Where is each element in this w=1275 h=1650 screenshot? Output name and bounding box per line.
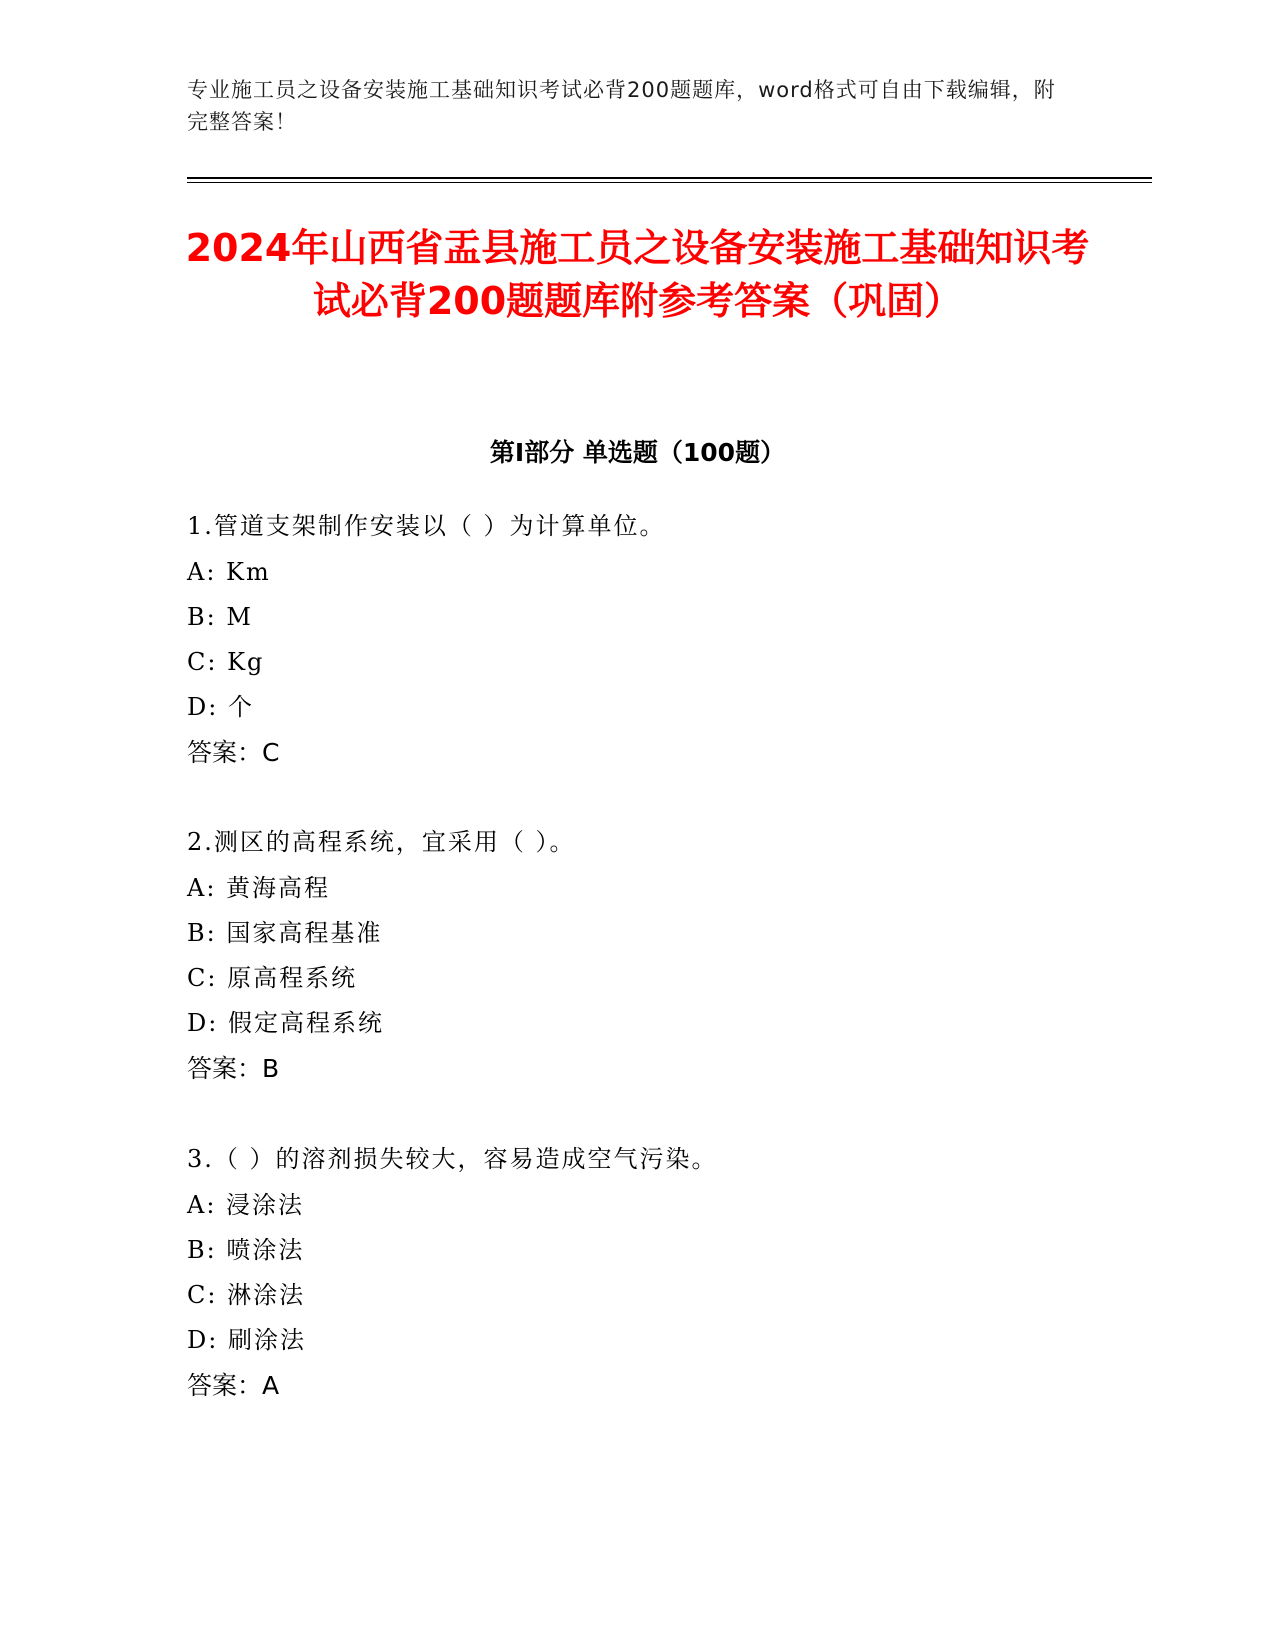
answer: 答案：A bbox=[187, 1371, 280, 1400]
answer: 答案：B bbox=[187, 1054, 280, 1083]
option-b: B: 国家高程基准 bbox=[187, 919, 383, 947]
question-1 bbox=[187, 502, 1107, 775]
document-title: 2024年山西省盂县施工员之设备安装施工基础知识考试必背200题题库附参考答案（巩固） bbox=[185, 226, 1090, 323]
option-a: A: 黄海高程 bbox=[187, 874, 331, 902]
option-b: B: M bbox=[187, 603, 253, 631]
option-c: C: Kg bbox=[187, 648, 265, 676]
option-d: D: 假定高程系统 bbox=[187, 1009, 384, 1037]
question-3 bbox=[187, 1135, 1107, 1408]
option-d: D: 个 bbox=[187, 693, 254, 721]
answer: 答案：C bbox=[187, 738, 280, 767]
question-stem: 1.管道支架制作安装以（ ）为计算单位。 bbox=[187, 512, 666, 540]
question-2 bbox=[187, 818, 1107, 1091]
header-divider-thin bbox=[187, 182, 1152, 183]
question-stem: 2.测区的高程系统，宜采用（ ）。 bbox=[187, 828, 576, 856]
option-a: A: 浸涂法 bbox=[187, 1191, 305, 1219]
option-c: C: 淋涂法 bbox=[187, 1281, 306, 1309]
option-b: B: 喷涂法 bbox=[187, 1236, 305, 1264]
header-divider-thick bbox=[187, 177, 1152, 179]
option-a: A: Km bbox=[187, 558, 271, 586]
option-c: C: 原高程系统 bbox=[187, 964, 358, 992]
section-title: 第I部分 单选题（100题） bbox=[489, 438, 786, 467]
option-d: D: 刷涂法 bbox=[187, 1326, 306, 1354]
header-note: 专业施工员之设备安装施工基础知识考试必背200题题库，word格式可自由下载编辑，附完整答案！ bbox=[187, 78, 1056, 134]
question-stem: 3.（ ）的溶剂损失较大，容易造成空气污染。 bbox=[187, 1145, 718, 1173]
